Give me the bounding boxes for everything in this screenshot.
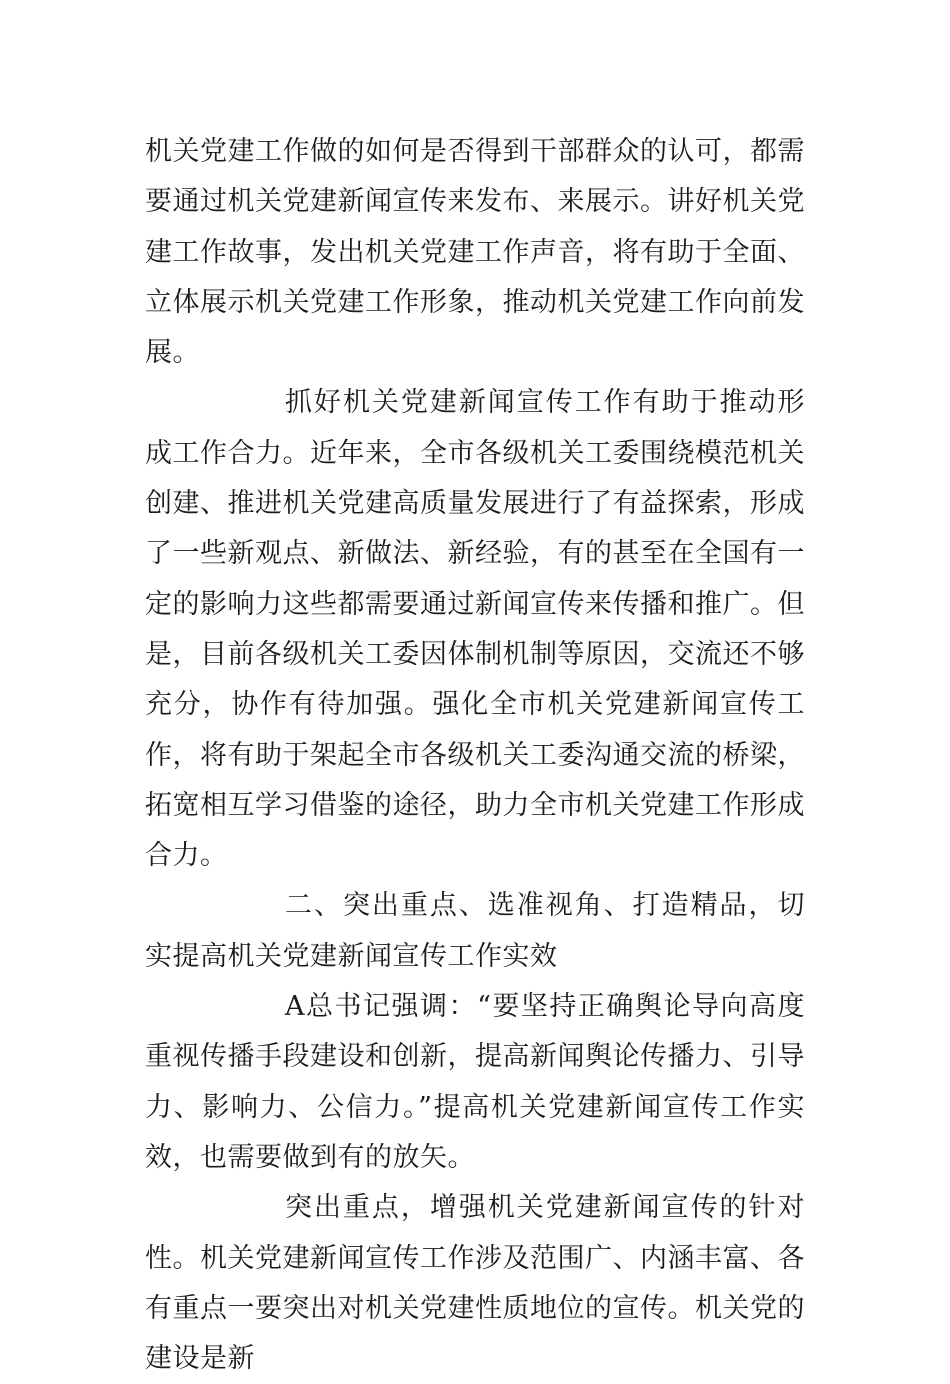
- section-heading-two: 二、突出重点、选准视角、打造精品，切实提高机关党建新闻宣传工作实效: [145, 890, 805, 972]
- paragraph-quote: A总书记强调：“要坚持正确舆论导向高度重视传播手段建设和创新，提高新闻舆论传播力、引导力、影响力、公信力。”提高机关党建新闻宣传工作实效，也需要做到有的放矢。: [145, 991, 805, 1173]
- paragraph-highlight-focus: 突出重点，增强机关党建新闻宣传的针对性。机关党建新闻宣传工作涉及范围广、内涵丰富、各有重点一要突出对机关党建性质地位的宣传。机关党的建设是新: [145, 1192, 805, 1375]
- paragraph-continuation: 机关党建工作做的如何是否得到干部群众的认可，都需要通过机关党建新闻宣传来发布、来展示。讲好机关党建工作故事，发出机关党建工作声音，将有助于全面、立体展示机关党建工作形象，推动机关党建工作向前发展。: [145, 136, 805, 369]
- paragraph-work-synergy: 抓好机关党建新闻宣传工作有助于推动形成工作合力。近年来，全市各级机关工委围绕模范机关创建、推进机关党建高质量发展进行了有益探索，形成了一些新观点、新做法、新经验，有的甚至在全国有一定的影响力这些都需要通过新闻宣传来传播和推广。但是，目前各级机关工委因体制机制等原因，交流还不够充分，协作有待加强。强化全市机关党建新闻宣传工作，将有助于架起全市各级机关工委沟通交流的桥梁，拓宽相互学习借鉴的途径，助力全市机关党建工作形成合力。: [145, 387, 805, 872]
- document-body: [145, 127, 805, 1384]
